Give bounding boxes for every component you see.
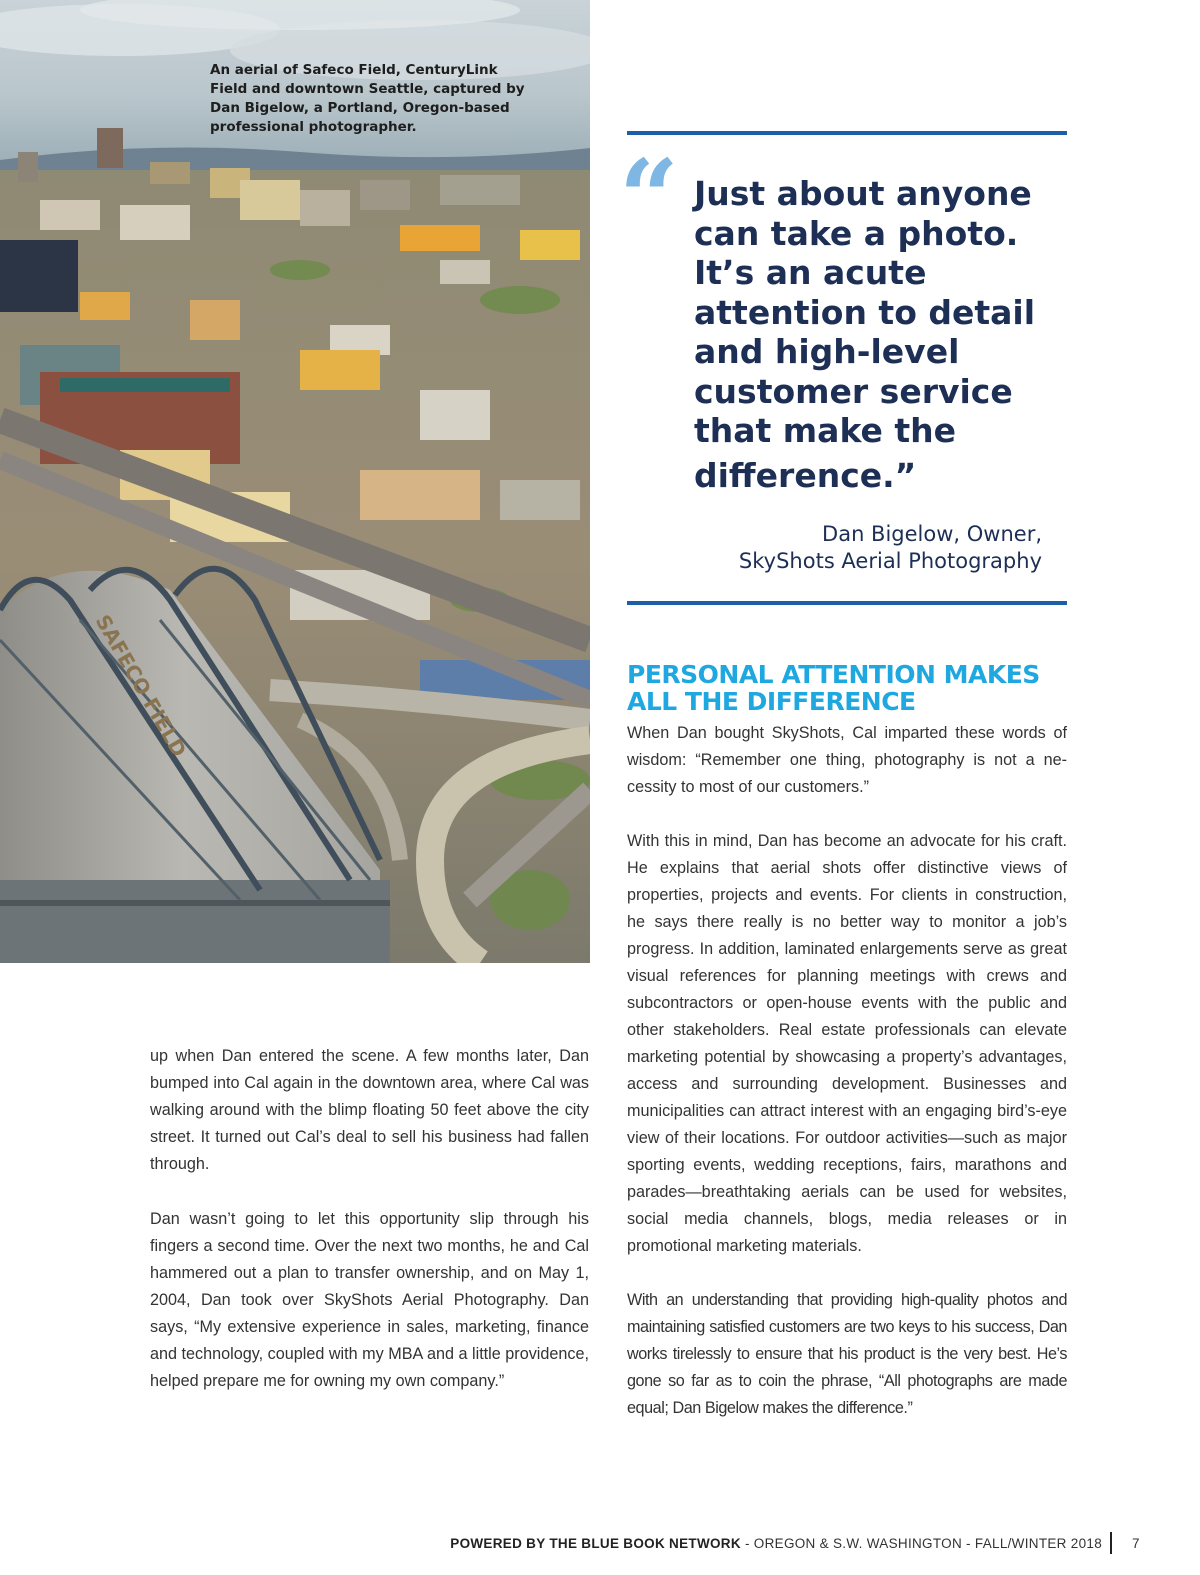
pull-quote-line: Just about anyone [694,174,1032,213]
footer-divider [1110,1532,1112,1554]
pull-quote-line: attention to detail [694,292,1036,332]
quote-attribution [640,521,1042,575]
pull-quote-line: customer service [694,371,1013,411]
body-paragraph: When Dan bought SkyShots, Cal imparted these words of wisdom: “Remember one thing, photography is not a necessity to most of our customers.” [627,724,1067,796]
pull-quote [694,174,1054,495]
footer-brand: POWERED BY THE BLUE BOOK NETWORK [450,1536,741,1551]
photo-caption [210,61,530,137]
footer-edition: - OREGON & S.W. WASHINGTON - FALL/WINTER 2018 [740,1536,1102,1551]
pull-quote-line: can take a photo. [694,213,1019,253]
body-paragraph: With this in mind, Dan has become an advocate for his craft. He explains that aerial shots offer distinctive views of properties, projects and events. For clients in construction, he says there really is no better way to monitor a job’s progress. In addition, laminated enlargements serve as great visual references for planning meetings with crews and subcontractors or open-house events with the public and other stakeholders. Real estate professionals can elevate marketing potential by showcasing a property’s advantages, access and surrounding development. Businesses and municipalities can attract interest with an engaging bird’s-eye view of their locations. For outdoor activities—such as major sporting events, wedding receptions, fairs, marathons and parades—breathtaking aerials can be used for websites, social media channels, blogs, media releases or in promotional marketing materials. [627,832,1067,1255]
roof-lettering: SAFECO FIELD [90,610,192,762]
section-heading-line: ALL THE DIFFERENCE [627,687,916,716]
quote-top-rule [627,131,1067,135]
photo-caption-text: An aerial of Safeco Field, CenturyLink Field and downtown Seattle, captured by Dan Bigelow, a Portland, Oregon-based professional photographer. [210,62,525,135]
aerial-photo-illustration [0,0,590,963]
aerial-photo [0,0,590,963]
quote-mark-icon: “ [619,136,679,259]
quote-bottom-rule [627,601,1067,605]
body-paragraph: Dan wasn’t going to let this opportunity slip through his fingers a second time. Over the next two months, he and Cal hammered out a plan to transfer ownership, and on May 1, 2004, Dan took over SkyShots Aerial Photography. Dan says, “My extensive experience in sales, marketing, finance and technology, coupled with my MBA and a little providence, helped prepare me for owning my own company.” [150,1210,589,1390]
pull-quote-line: difference.” [694,455,917,495]
section-heading-line: PERSONAL ATTENTION MAKES [627,660,1040,689]
pull-quote-line: It’s an acute [694,253,927,292]
pull-quote-line: and high-level [694,332,960,371]
section-heading [627,661,1087,715]
body-paragraph: With an understanding that providing high-quality photos and maintaining satisfied customers are two keys to his success, Dan works tirelessly to ensure that his product is the very best. He’s gone so far as to coin the phrase, “All photographs are made equal; Dan Bigelow makes the difference.” [627,1291,1067,1417]
attribution-company: SkyShots Aerial Photography [738,549,1042,573]
attribution-name: Dan Bigelow, Owner, [822,522,1042,546]
page-number: 7 [1132,1536,1140,1551]
page-footer [450,1536,1102,1551]
body-paragraph: up when Dan entered the scene. A few months later, Dan bumped into Cal again in the downtown area, where Cal was walking around with the blimp floating 50 feet above the city street. It turned out Cal’s deal to sell his business had fallen through. [150,1047,589,1173]
pull-quote-line: that make the [694,411,957,450]
